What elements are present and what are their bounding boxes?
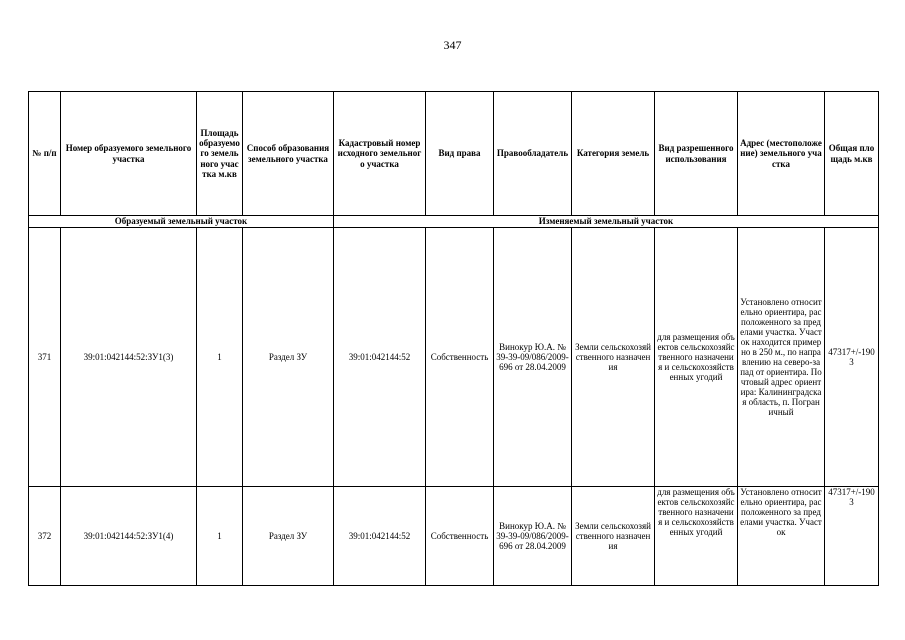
header-cadastral: Кадастровый номер исходного земельного участка — [334, 92, 426, 216]
header-row — [29, 92, 879, 216]
cell-category: Земли сельскохозяйственного назначения — [572, 228, 655, 487]
section-row — [29, 216, 879, 228]
cell-right-type: Собственность — [426, 228, 494, 487]
cell-usage: для размещения объектов сельскохозяйственного назначения и сельскохозяйственных угодий — [655, 487, 738, 586]
header-right-type: Вид права — [426, 92, 494, 216]
cell-right-type: Собственность — [426, 487, 494, 586]
cell-method: Раздел ЗУ — [243, 228, 334, 487]
cell-total-area: 47317+/-1903 — [825, 228, 879, 487]
cell-total-area: 47317+/-1903 — [825, 487, 879, 586]
section-formed-parcel: Образуемый земельный участок — [29, 216, 334, 228]
header-category: Категория земель — [572, 92, 655, 216]
cell-cadastral: 39:01:042144:52 — [334, 228, 426, 487]
header-owner: Правообладатель — [494, 92, 572, 216]
section-changed-parcel: Изменяемый земельный участок — [334, 216, 879, 228]
cell-num: 372 — [29, 487, 61, 586]
cell-owner: Винокур Ю.А. № 39-39-09/086/2009-696 от 28.04.2009 — [494, 487, 572, 586]
cell-usage: для размещения объектов сельскохозяйственного назначения и сельскохозяйственных угодий — [655, 228, 738, 487]
cell-method: Раздел ЗУ — [243, 487, 334, 586]
land-parcel-table — [28, 91, 879, 586]
header-usage: Вид разрешенного использования — [655, 92, 738, 216]
table-row — [29, 487, 879, 586]
cell-cadastral: 39:01:042144:52 — [334, 487, 426, 586]
cell-owner: Винокур Ю.А. № 39-39-09/086/2009-696 от 28.04.2009 — [494, 228, 572, 487]
cell-address: Установлено относительно ориентира, расположенного за пределами участка. Участок находится примерно в 250 м., по направлению на северо-запад от ориентира. Почтовый адрес ориентира: Калининградская область, п. Пограничный — [738, 228, 825, 487]
header-parcel-number: Номер образуемого земельного участка — [61, 92, 197, 216]
header-area: Площадь образуемого земельного участка м.кв — [197, 92, 243, 216]
cell-num: 371 — [29, 228, 61, 487]
cell-area: 1 — [197, 228, 243, 487]
header-address: Адрес (местоположение) земельного участка — [738, 92, 825, 216]
header-num: № п/п — [29, 92, 61, 216]
table-row — [29, 228, 879, 487]
cell-parcel-number: 39:01:042144:52:ЗУ1(3) — [61, 228, 197, 487]
cell-parcel-number: 39:01:042144:52:ЗУ1(4) — [61, 487, 197, 586]
cell-area: 1 — [197, 487, 243, 586]
page-number: 347 — [443, 38, 462, 52]
cell-category: Земли сельскохозяйственного назначения — [572, 487, 655, 586]
header-method: Способ образования земельного участка — [243, 92, 334, 216]
cell-address: Установлено относительно ориентира, расположенного за пределами участка. Участок — [738, 487, 825, 586]
header-total-area: Общая площадь м.кв — [825, 92, 879, 216]
